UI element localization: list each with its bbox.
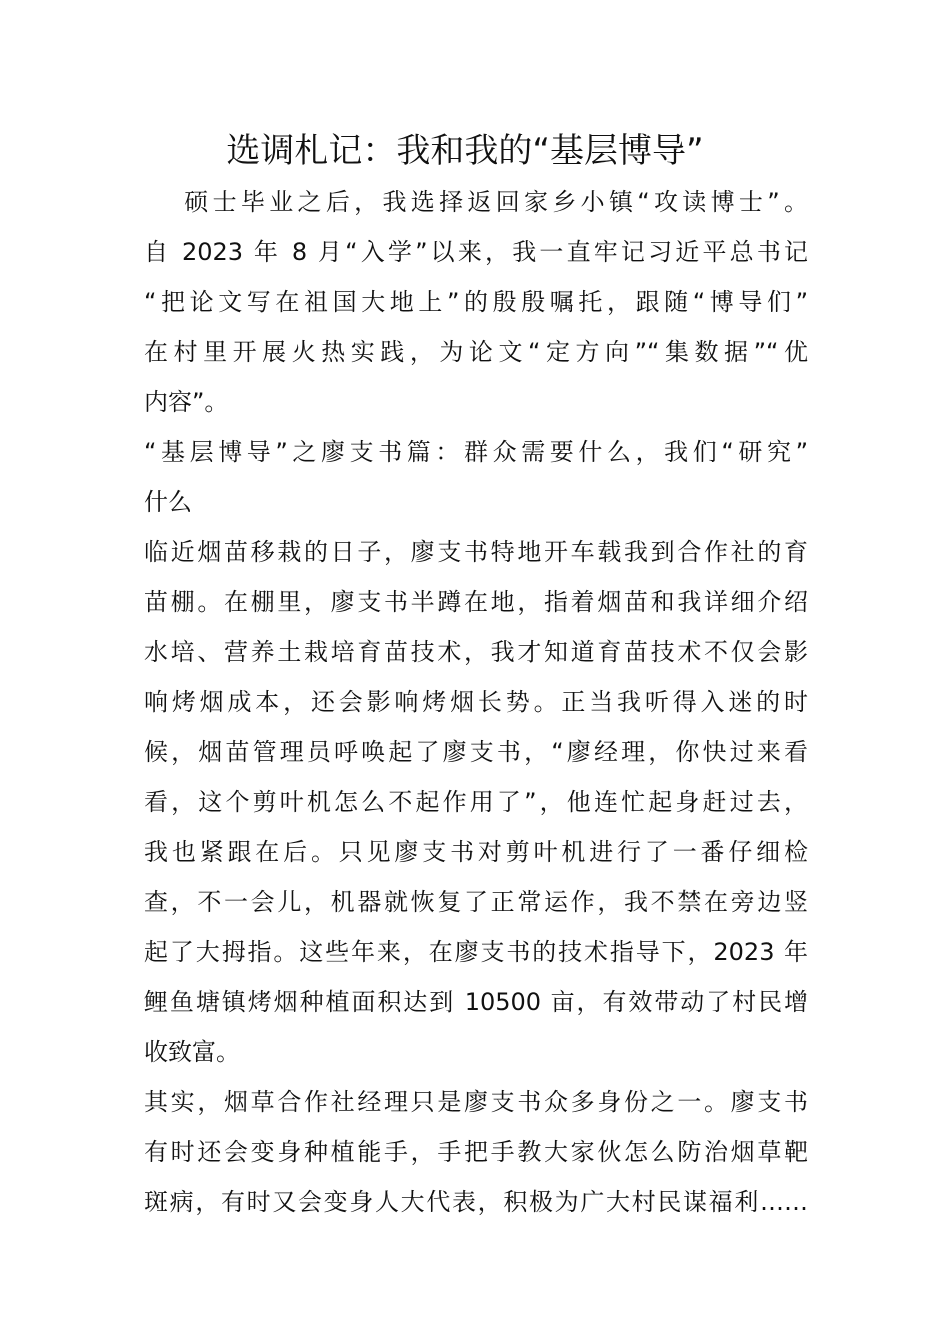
paragraph-line: 起了大拇指。这些年来，在廖支书的技术指导下，2023 年 — [144, 938, 808, 966]
paragraph-line: 斑病，有时又会变身人大代表，积极为广大村民谋福利…… — [144, 1188, 808, 1216]
paragraph-line: 响烤烟成本，还会影响烤烟长势。正当我听得入迷的时 — [144, 688, 808, 716]
paragraph-line: 临近烟苗移栽的日子，廖支书特地开车载我到合作社的育 — [144, 538, 808, 566]
paragraph-line: 内容”。 — [144, 388, 229, 416]
paragraph-line: 在村里开展火热实践，为论文“定方向”“集数据”“优 — [144, 338, 808, 366]
paragraph-seedling — [144, 527, 808, 1077]
paragraph-line: 其实，烟草合作社经理只是廖支书众多身份之一。廖支书 — [144, 1088, 808, 1116]
section-heading — [144, 427, 808, 527]
paragraph-line: 收致富。 — [144, 1038, 240, 1066]
document-title: 选调札记：我和我的“基层博导” — [226, 131, 704, 171]
paragraph-line: 鲤鱼塘镇烤烟种植面积达到 10500 亩，有效带动了村民增 — [144, 988, 808, 1016]
paragraph-line: 候，烟苗管理员呼唤起了廖支书，“廖经理，你快过来看 — [144, 738, 808, 766]
paragraph-line: 有时还会变身种植能手，手把手教大家伙怎么防治烟草靶 — [144, 1138, 808, 1166]
paragraph-line: 水培、营养土栽培育苗技术，我才知道育苗技术不仅会影 — [144, 638, 808, 666]
paragraph-intro — [144, 177, 808, 427]
paragraph-line: 苗棚。在棚里，廖支书半蹲在地，指着烟苗和我详细介绍 — [144, 588, 808, 616]
paragraph-roles — [144, 1077, 808, 1227]
paragraph-line: 自 2023 年 8 月“入学”以来，我一直牢记习近平总书记 — [144, 238, 808, 266]
paragraph-line: 我也紧跟在后。只见廖支书对剪叶机进行了一番仔细检 — [144, 838, 808, 866]
paragraph-line: “把论文写在祖国大地上”的殷殷嘱托，跟随“博导们” — [144, 288, 808, 316]
paragraph-line: 硕士毕业之后，我选择返回家乡小镇“攻读博士”。 — [144, 188, 808, 216]
section-heading-line: 什么 — [144, 488, 192, 516]
document-body — [144, 177, 808, 1227]
paragraph-line: 看，这个剪叶机怎么不起作用了”，他连忙起身赶过去， — [144, 788, 808, 816]
section-heading-line: “基层博导”之廖支书篇：群众需要什么，我们“研究” — [144, 438, 808, 466]
paragraph-line: 查，不一会儿，机器就恢复了正常运作，我不禁在旁边竖 — [144, 888, 808, 916]
